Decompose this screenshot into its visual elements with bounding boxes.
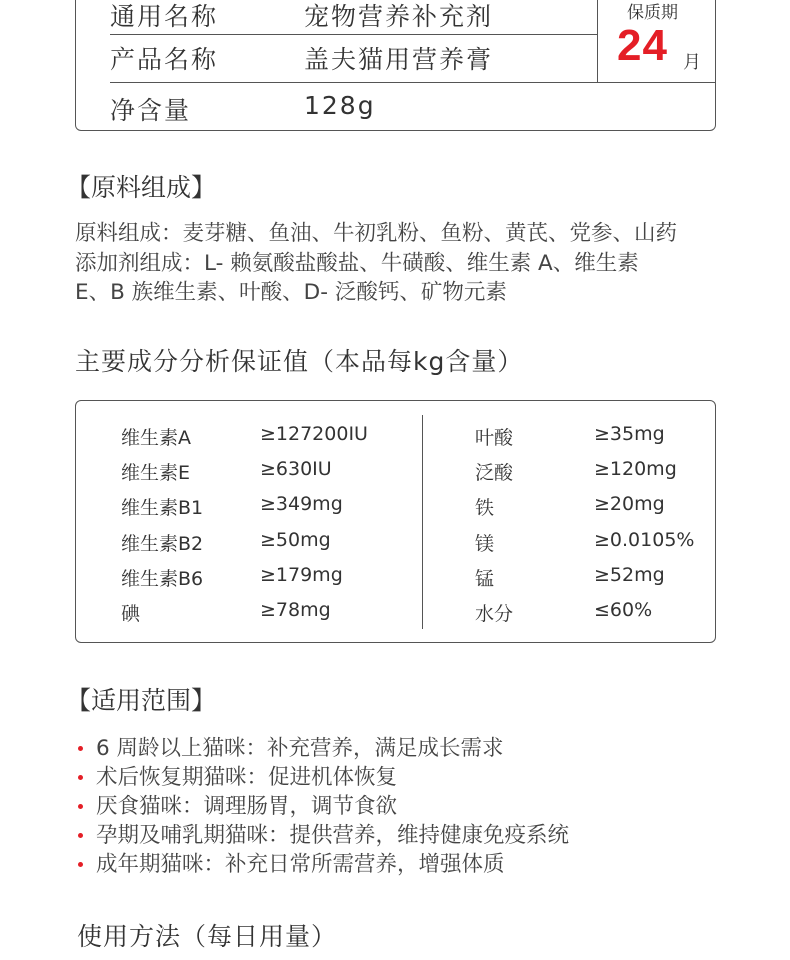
- nutrient-name: 镁: [475, 533, 495, 555]
- list-item-text: 厌食猫咪：调理肠胃，调节食欲: [96, 794, 398, 819]
- divider: [597, 0, 598, 83]
- nutrient-name: 碘: [121, 603, 141, 625]
- ingredients-title: 【原料组成】: [66, 173, 217, 202]
- product-spec-table: [75, 0, 716, 131]
- usage-title: 使用方法（每日用量）: [77, 922, 338, 951]
- nutrient-value: ≥52mg: [594, 564, 665, 586]
- list-item-text: 成年期猫咪：补充日常所需营养，增强体质: [96, 852, 505, 877]
- bullet-dot-icon: [78, 862, 83, 867]
- spec-label: 通用名称: [110, 2, 219, 31]
- list-item-text: 6 周龄以上猫咪：补充营养，满足成长需求: [96, 736, 504, 761]
- nutrient-value: ≥78mg: [260, 599, 331, 621]
- nutrient-value: ≥120mg: [594, 458, 677, 480]
- bullet-dot-icon: [78, 746, 83, 751]
- nutrient-name: 水分: [475, 603, 514, 625]
- nutrient-name: 铁: [475, 497, 495, 519]
- list-item-text: 术后恢复期猫咪：促进机体恢复: [96, 765, 398, 790]
- nutrient-name: 维生素A: [121, 427, 191, 449]
- list-item-text: 孕期及哺乳期猫咪：提供营养，维持健康免疫系统: [96, 823, 570, 848]
- list-item: [78, 763, 569, 792]
- analysis-title: 主要成分分析保证值（本品每kg含量）: [75, 347, 524, 376]
- nutrient-name: 叶酸: [475, 427, 514, 449]
- bullet-dot-icon: [78, 775, 83, 780]
- nutrient-name: 泛酸: [475, 462, 514, 484]
- ingredients-line: E、B 族维生素、叶酸、D- 泛酸钙、矿物元素: [75, 280, 507, 305]
- nutrient-name: 维生素B2: [121, 533, 204, 555]
- ingredients-text: [75, 219, 725, 308]
- nutrient-table: [75, 400, 716, 643]
- nutrient-value: ≥35mg: [594, 423, 665, 445]
- ingredients-line: 原料组成：麦芽糖、鱼油、牛初乳粉、鱼粉、黄芪、党参、山药: [75, 221, 678, 246]
- scope-list: [78, 734, 569, 879]
- list-item: [78, 792, 569, 821]
- list-item: [78, 821, 569, 850]
- nutrient-name: 锰: [475, 568, 495, 590]
- divider: [110, 82, 716, 83]
- divider: [422, 415, 423, 629]
- scope-title: 【适用范围】: [66, 686, 217, 715]
- nutrient-value: ≥0.0105%: [594, 529, 695, 551]
- shelf-life-label: 保质期: [627, 3, 678, 23]
- nutrient-name: 维生素B6: [121, 568, 204, 590]
- bullet-dot-icon: [78, 833, 83, 838]
- nutrient-value: ≥179mg: [260, 564, 343, 586]
- nutrient-value: ≥127200IU: [260, 423, 368, 445]
- nutrient-name: 维生素B1: [121, 497, 204, 519]
- nutrient-value: ≥50mg: [260, 529, 331, 551]
- nutrient-name: 维生素E: [121, 462, 191, 484]
- nutrient-value: ≥630IU: [260, 458, 332, 480]
- spec-value: 128g: [304, 91, 376, 120]
- spec-label: 净含量: [110, 96, 192, 125]
- ingredients-line: 添加剂组成：L- 赖氨酸盐酸盐、牛磺酸、维生素 A、维生素: [75, 250, 639, 276]
- shelf-life-unit: 月: [683, 52, 701, 73]
- spec-label: 产品名称: [110, 45, 219, 74]
- list-item: [78, 850, 569, 879]
- shelf-life-value: 24: [617, 21, 668, 70]
- list-item: [78, 734, 569, 763]
- nutrient-value: ≥20mg: [594, 493, 665, 515]
- spec-value: 盖夫猫用营养膏: [304, 45, 494, 74]
- spec-value: 宠物营养补充剂: [304, 2, 494, 31]
- bullet-dot-icon: [78, 804, 83, 809]
- nutrient-value: ≥349mg: [260, 493, 343, 515]
- nutrient-value: ≤60%: [594, 599, 653, 621]
- divider: [110, 34, 597, 35]
